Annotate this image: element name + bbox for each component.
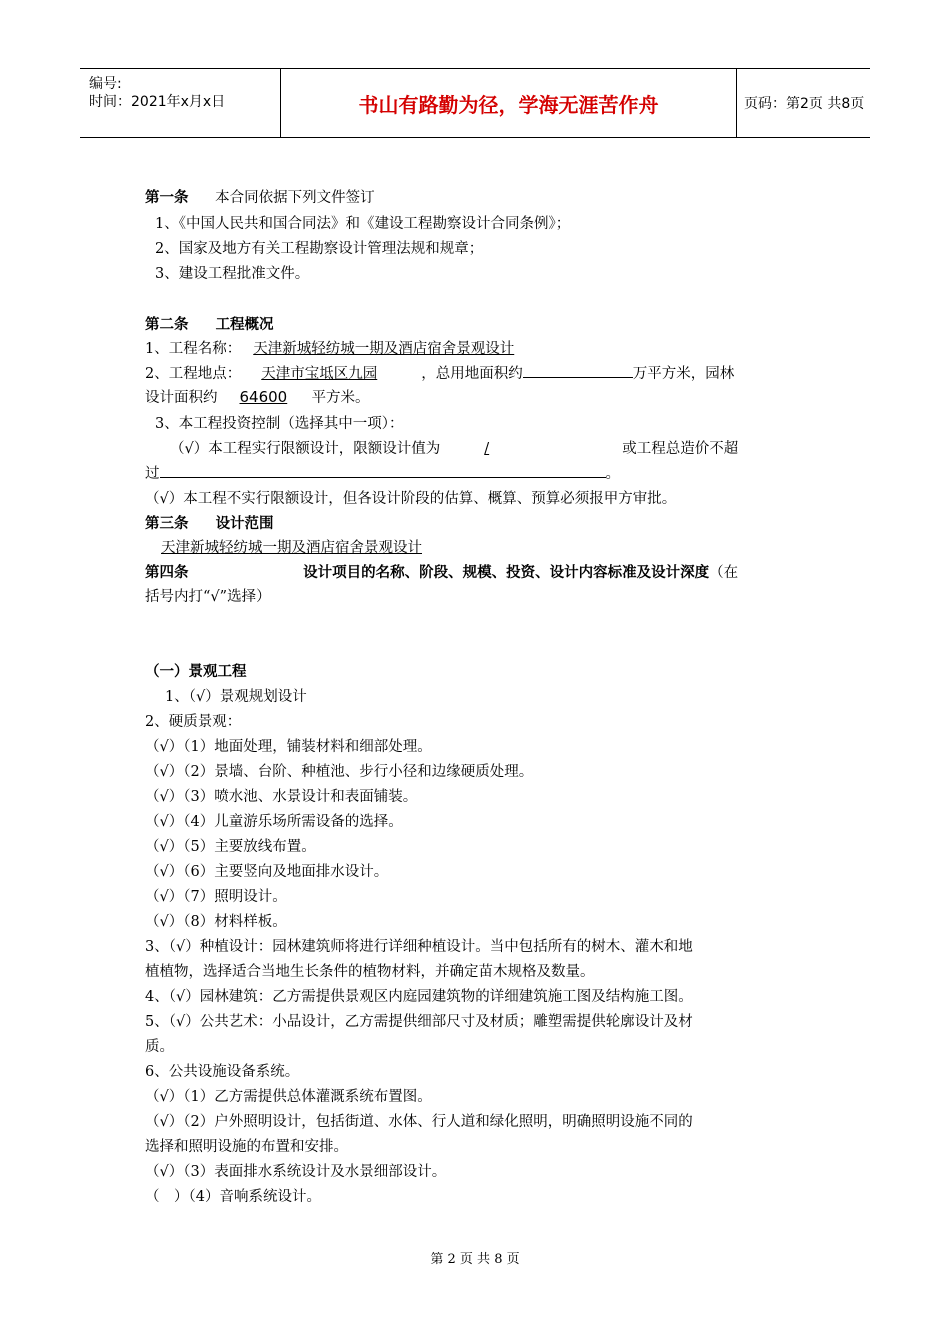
section1-line: 选择和照明设施的布置和安排。 bbox=[145, 1139, 348, 1155]
section1-line: （√）（3）表面排水系统设计及水景细部设计。 bbox=[145, 1164, 447, 1180]
section1-line: （√）（5）主要放线布置。 bbox=[145, 839, 316, 855]
design-area-label: 设计面积约 bbox=[145, 390, 218, 406]
section1-heading: （一）景观工程 bbox=[145, 664, 247, 680]
option1-end: 。 bbox=[605, 466, 620, 482]
header-motto bbox=[280, 69, 737, 137]
section1-line: 4、（√）园林建筑：乙方需提供景观区内庭园建筑物的详细建筑施工图及结构施工图。 bbox=[145, 989, 693, 1005]
article3-title-row bbox=[145, 512, 274, 533]
total-area-unit: 万平方米，园林 bbox=[632, 366, 735, 382]
article4-title: 第四条 bbox=[145, 565, 189, 581]
total-area-label: ，总用地面积约 bbox=[421, 366, 523, 382]
project-name-label: 1、工程名称： bbox=[145, 341, 242, 357]
section1-line: （√）（2）户外照明设计，包括街道、水体、行人道和绿化照明，明确照明设施不同的 bbox=[145, 1114, 693, 1130]
section1-line: （√）（6）主要竖向及地面排水设计。 bbox=[145, 864, 389, 880]
article1-item-2: 2、国家及地方有关工程勘察设计管理法规和规章； bbox=[155, 241, 484, 257]
total-area-blank bbox=[523, 362, 633, 378]
section1-line: （ ）（4）音响系统设计。 bbox=[145, 1189, 321, 1205]
limit-value: / bbox=[484, 441, 490, 457]
header-left bbox=[80, 69, 280, 137]
page-header bbox=[80, 68, 870, 138]
project-site-label: 2、工程地点： bbox=[145, 366, 242, 382]
section1-line: （√）（4）儿童游乐场所需设备的选择。 bbox=[145, 814, 403, 830]
section1-line: （√）（3）喷水池、水景设计和表面铺装。 bbox=[145, 789, 418, 805]
article2-title: 第二条 bbox=[145, 317, 189, 333]
article4-note: （在 bbox=[709, 565, 739, 581]
investment-option-1-line2 bbox=[145, 462, 620, 483]
article4-heading: 设计项目的名称、阶段、规模、投资、设计内容标准及设计深度 bbox=[303, 565, 710, 581]
article2-title-row bbox=[145, 313, 274, 334]
header-page-number: 页码：第2页 共8页 bbox=[744, 96, 865, 112]
design-scope-row bbox=[145, 536, 503, 557]
investment-option-2: （√）本工程不实行限额设计，但各设计阶段的估算、概算、预算必须报甲方审批。 bbox=[145, 491, 677, 507]
project-name-value: 天津新城轻纺城一期及酒店宿舍景观设计 bbox=[253, 341, 515, 357]
section1-line: 1、（√）景观规划设计 bbox=[165, 689, 307, 705]
project-site-value: 天津市宝坻区九园 bbox=[261, 366, 378, 382]
design-area-row bbox=[145, 386, 370, 407]
article3-heading: 设计范围 bbox=[215, 516, 274, 532]
article2-heading: 工程概况 bbox=[215, 317, 274, 333]
option1-over-label: 过 bbox=[145, 466, 160, 482]
document-time-label: 时间：2021年x月x日 bbox=[89, 94, 226, 110]
article1-item-1: 1、《中国人民共和国合同法》和《建设工程勘察设计合同条例》； bbox=[155, 216, 571, 232]
page-footer: 第 2 页 共 8 页 bbox=[430, 1252, 520, 1267]
motto-text: 书山有路勤为径，学海无涯苦作舟 bbox=[358, 92, 659, 117]
option1-tail: 或工程总造价不超 bbox=[622, 441, 739, 457]
design-area-value: 64600 bbox=[239, 388, 288, 406]
design-scope-value: 天津新城轻纺城一期及酒店宿舍景观设计 bbox=[161, 540, 422, 556]
section1-line: （√）（2）景墙、台阶、种植池、步行小径和边缘硬质处理。 bbox=[145, 764, 534, 780]
article1-text: 本合同依据下列文件签订 bbox=[215, 190, 375, 206]
investment-control-label: 3、本工程投资控制（选择其中一项）： bbox=[155, 416, 404, 432]
project-name-row bbox=[145, 337, 583, 358]
section1-line: （√）（1）乙方需提供总体灌溉系统布置图。 bbox=[145, 1089, 432, 1105]
total-cost-blank bbox=[160, 462, 606, 478]
section1-line: 3、（√）种植设计：园林建筑师将进行详细种植设计。当中包括所有的树木、灌木和地 bbox=[145, 939, 693, 955]
article1-item-3: 3、建设工程批准文件。 bbox=[155, 266, 310, 282]
section1-line: 5、（√）公共艺术：小品设计，乙方需提供细部尺寸及材质；雕塑需提供轮廓设计及材 bbox=[145, 1014, 693, 1030]
article4-note-line2: 括号内打“√”选择） bbox=[145, 589, 271, 605]
article1-title-row bbox=[145, 186, 375, 207]
document-number-label: 编号: bbox=[89, 76, 122, 92]
investment-option-1 bbox=[170, 437, 738, 458]
section1-line: （√）（1）地面处理，铺装材料和细部处理。 bbox=[145, 739, 432, 755]
section1-line: （√）（7）照明设计。 bbox=[145, 889, 287, 905]
section1-line: 6、公共设施设备系统。 bbox=[145, 1064, 300, 1080]
option1-text: （√）本工程实行限额设计，限额设计值为 bbox=[170, 441, 441, 457]
section1-line: （√）（8）材料样板。 bbox=[145, 914, 287, 930]
article1-title: 第一条 bbox=[145, 190, 189, 206]
section1-line: 2、硬质景观： bbox=[145, 714, 242, 730]
project-site-row bbox=[145, 362, 734, 383]
article4-title-row bbox=[145, 561, 738, 582]
design-area-unit: 平方米。 bbox=[311, 390, 370, 406]
section1-line: 植植物，选择适合当地生长条件的植物材料，并确定苗木规格及数量。 bbox=[145, 964, 595, 980]
section1-line: 质。 bbox=[145, 1039, 174, 1055]
article3-title: 第三条 bbox=[145, 516, 189, 532]
